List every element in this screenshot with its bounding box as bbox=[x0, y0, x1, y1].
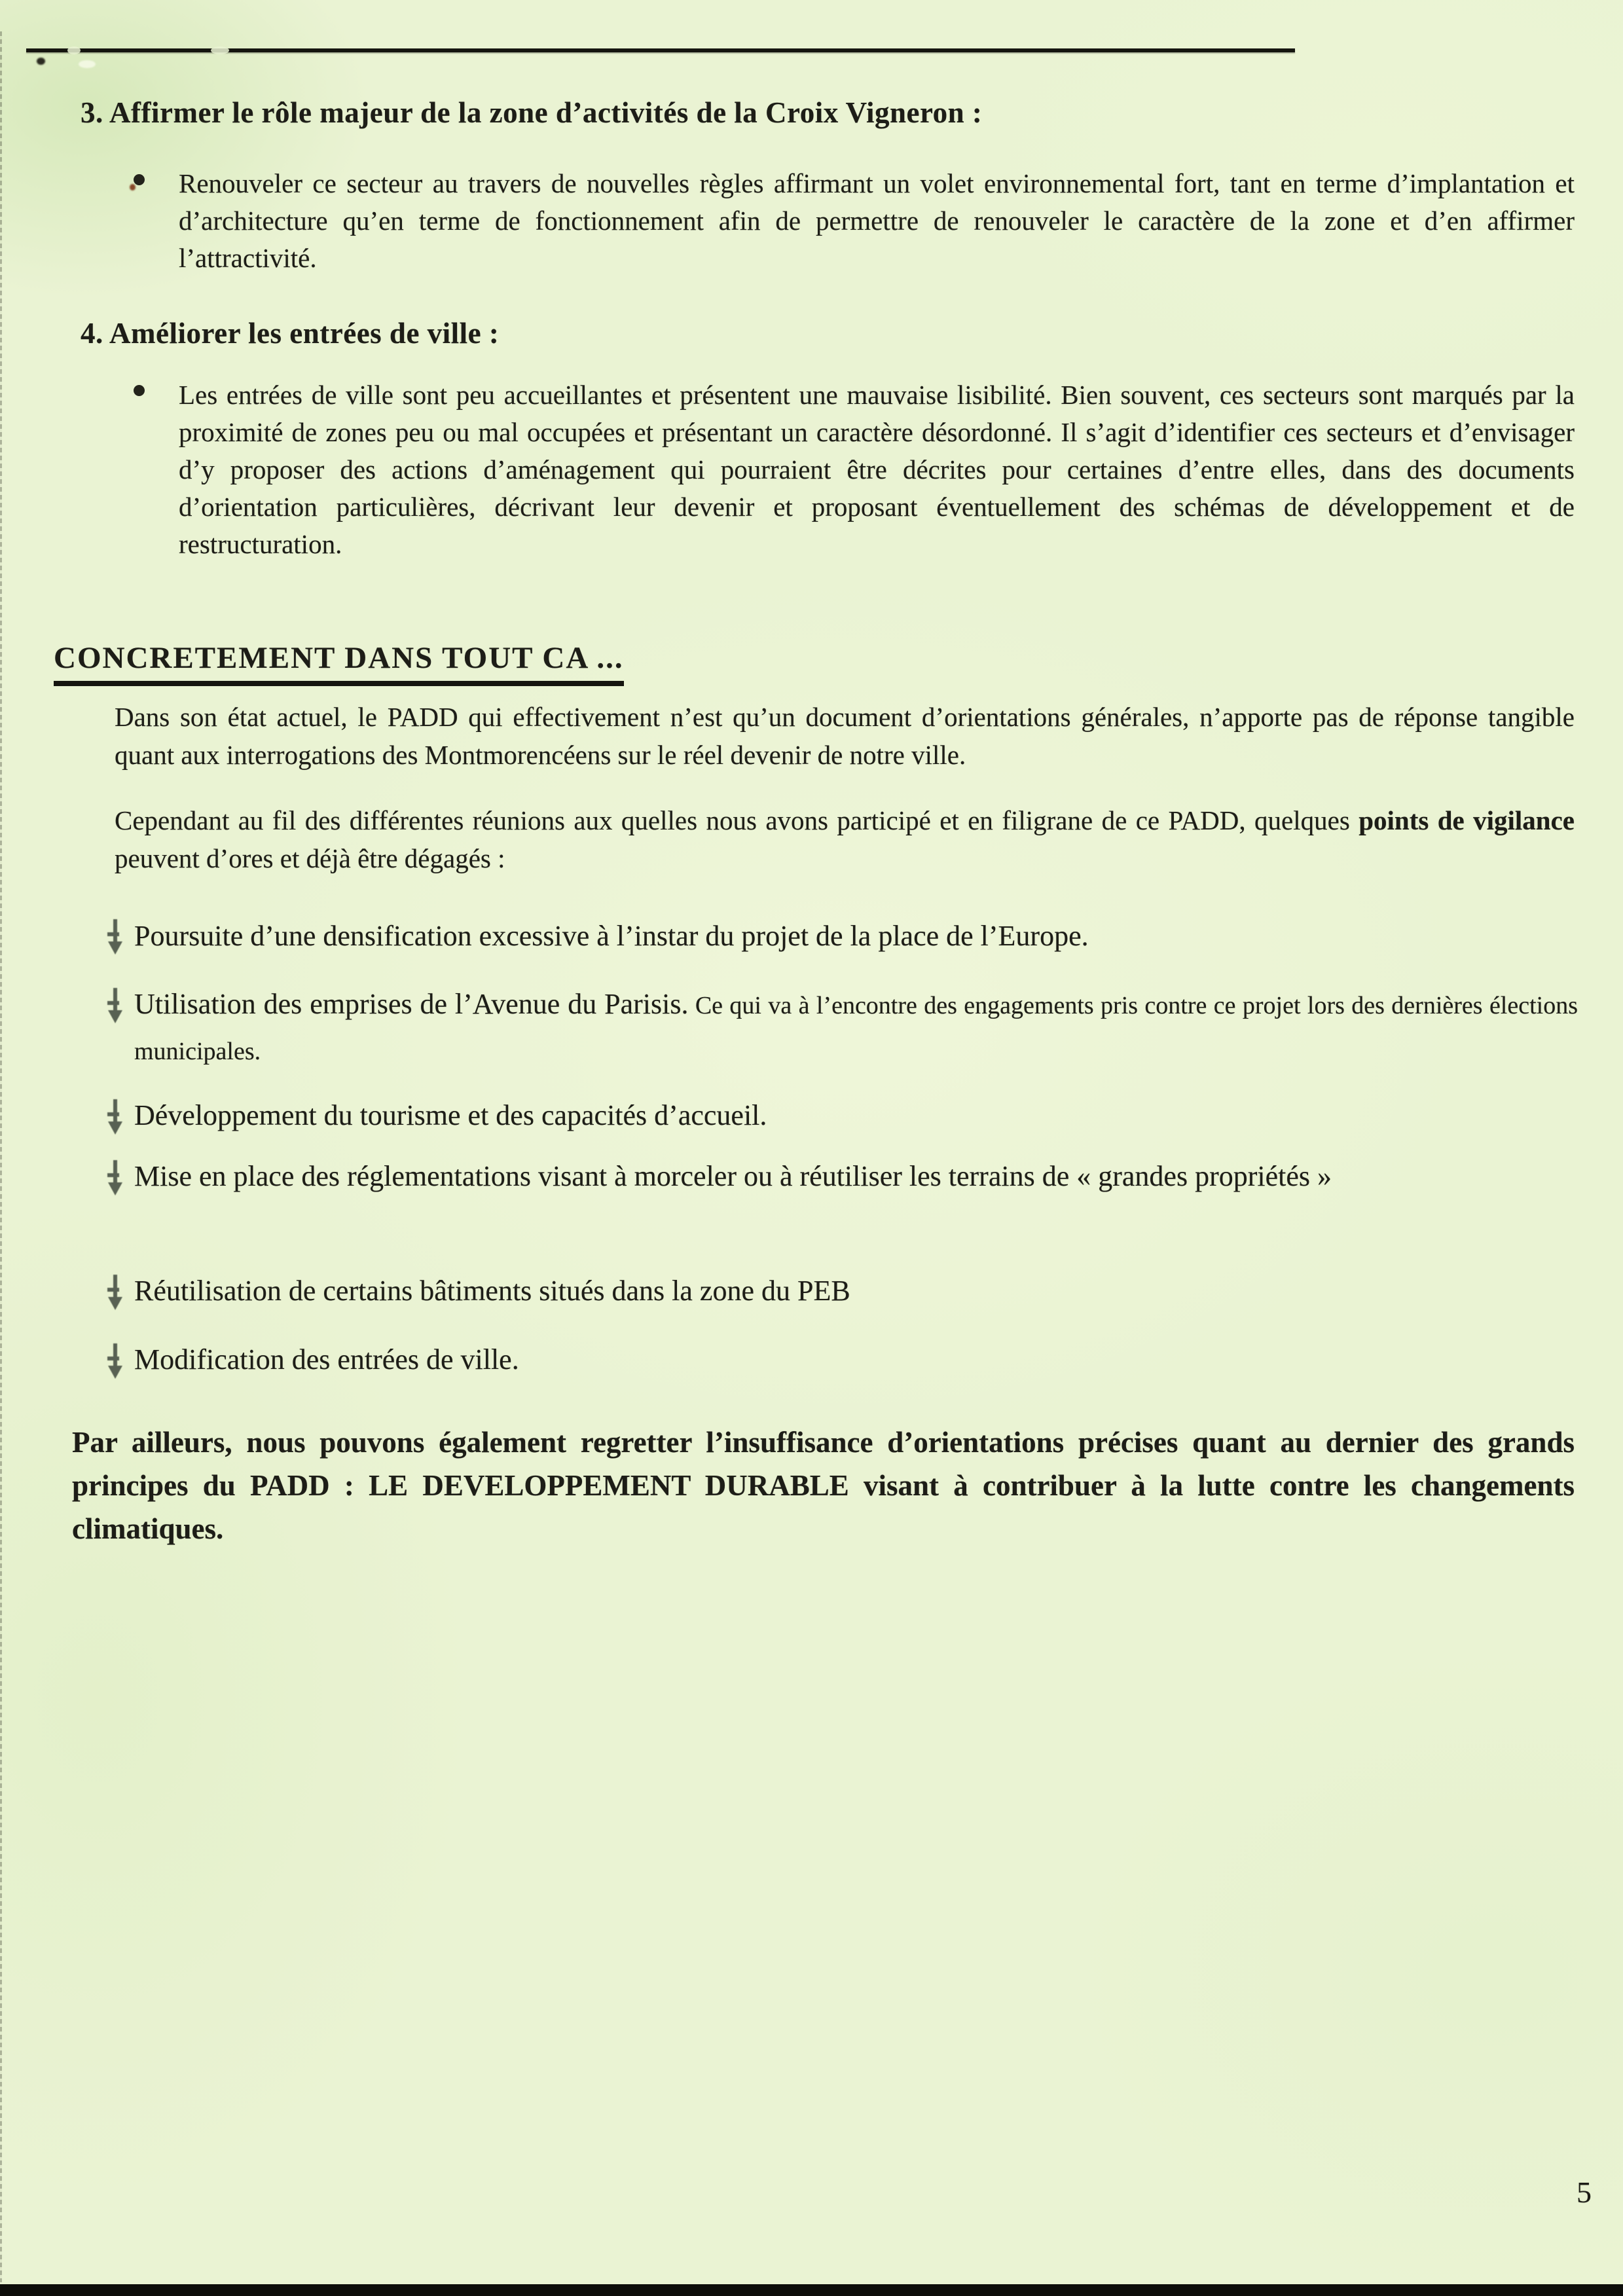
list-item bbox=[134, 982, 1578, 1074]
list-item-text: Modification des entrées de ville. bbox=[134, 1343, 519, 1376]
down-arrow-icon bbox=[105, 987, 126, 1023]
scan-artifact-dot bbox=[79, 60, 96, 68]
list-item bbox=[134, 1269, 1578, 1315]
page-number: 5 bbox=[1577, 2176, 1592, 2209]
meetings-paragraph-text: Cependant au fil des différentes réunions aux quelles nous avons participé et en filigrane de ce PADD, quelques bbox=[115, 805, 1359, 835]
list-item bbox=[134, 914, 1578, 960]
list-item-text: Développement du tourisme et des capacités d’accueil. bbox=[134, 1099, 767, 1131]
scanner-edge-strip bbox=[0, 2284, 1623, 2296]
down-arrow-icon bbox=[105, 1342, 126, 1379]
round-bullet-icon bbox=[134, 385, 145, 396]
scan-artifact bbox=[67, 46, 81, 54]
scan-artifact-dot bbox=[130, 184, 136, 191]
list-item-text: Réutilisation de certains bâtiments situés dans la zone du PEB bbox=[134, 1275, 850, 1307]
down-arrow-icon bbox=[105, 1273, 126, 1310]
points-de-vigilance-emphasis: points de vigilance bbox=[1359, 805, 1575, 835]
list-item bbox=[134, 1338, 1578, 1383]
list-item-text: Utilisation des emprises de l’Avenue du Parisis. bbox=[134, 988, 689, 1020]
meetings-paragraph-text: peuvent d’ores et déjà être dégagés : bbox=[115, 843, 505, 873]
list-item-text: Mise en place des réglementations visant à morceler ou à réutiliser les terrains de « grandes propriétés » bbox=[134, 1160, 1332, 1192]
scan-artifact bbox=[211, 46, 229, 54]
concretement-heading: CONCRETEMENT DANS TOUT CA ... bbox=[54, 640, 624, 686]
down-arrow-icon bbox=[105, 918, 126, 955]
section-3-bullet-text: Renouveler ce secteur au travers de nouvelles règles affirmant un volet environnemental fort, tant en terme d’implantation et d’architecture qu’en terme de fonctionnement afin de permettre de renouveler le caractère de la zone et d’en affirmer l’attractivité. bbox=[179, 168, 1575, 273]
list-item-text: Poursuite d’une densification excessive à l’instar du projet de la place de l’Europe. bbox=[134, 920, 1089, 952]
section-4-heading: 4. Améliorer les entrées de ville : bbox=[81, 317, 500, 350]
meetings-paragraph bbox=[115, 801, 1575, 877]
down-arrow-icon bbox=[105, 1159, 126, 1195]
intro-paragraph: Dans son état actuel, le PADD qui effectivement n’est qu’un document d’orientations générales, n’apporte pas de réponse tangible quant aux interrogations des Montmorencéens sur le réel devenir de notre ville. bbox=[115, 702, 1575, 770]
section-4-bullet-text: Les entrées de ville sont peu accueillantes et présentent une mauvaise lisibilité. Bien souvent, ces secteurs sont marqués par la proximité de zones peu ou mal occupées et présentant un caractère désordonné. Il s’agit d’identifier ces secteurs et d’envisager d’y proposer des actions d’aménagement qui pourraient être décrites pour certaines d’entre elles, dans des documents d’orientation particulières, décrivant leur devenir et proposant éventuellement des schémas de développement et de restructuration. bbox=[179, 380, 1575, 559]
scan-edge-artifact bbox=[0, 31, 2, 2282]
list-item bbox=[134, 1154, 1578, 1200]
down-arrow-icon bbox=[105, 1098, 126, 1135]
section-3-heading: 3. Affirmer le rôle majeur de la zone d’activités de la Croix Vigneron : bbox=[81, 96, 983, 129]
round-bullet-icon bbox=[134, 174, 145, 185]
list-item-note: Ce qui va à l’encontre des engagements pris contre ce projet lors des dernières élections municipales. bbox=[134, 992, 1578, 1065]
list-item bbox=[134, 1093, 1578, 1139]
closing-paragraph: Par ailleurs, nous pouvons également regretter l’insuffisance d’orientations précises quant au dernier des grands principes du PADD : LE DEVELOPPEMENT DURABLE visant à contribuer à la lutte contre les changements climatiques. bbox=[72, 1426, 1575, 1545]
scan-artifact-dot bbox=[37, 58, 45, 65]
